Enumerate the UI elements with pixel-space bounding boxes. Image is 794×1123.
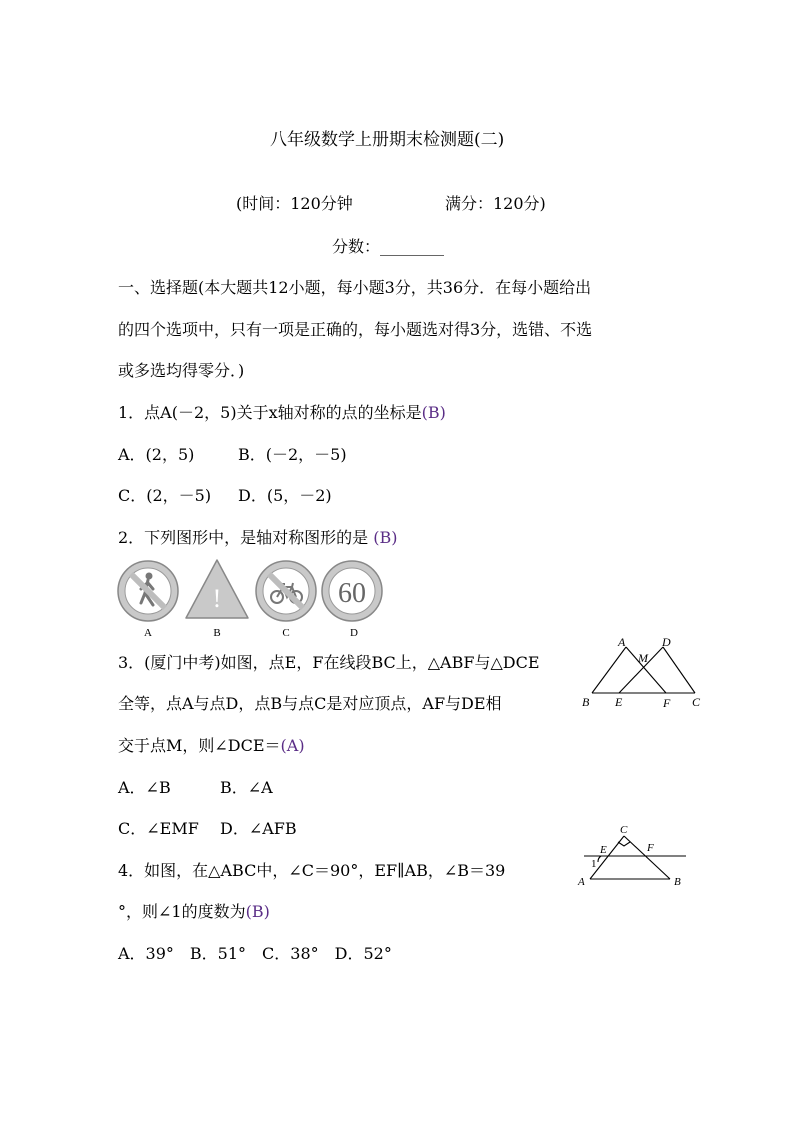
q3-option-a: A．∠B — [118, 778, 171, 797]
q4-line2 — [118, 902, 270, 922]
speed-limit-label: 60 — [338, 578, 366, 609]
q4-label-f: F — [647, 842, 654, 854]
speed-limit-sign-icon — [322, 561, 382, 621]
q4-label-one: 1 — [591, 858, 597, 870]
q1-option-c: C．(2，－5) — [118, 486, 212, 505]
q4-triangle-figure — [574, 820, 694, 890]
warning-sign-icon — [186, 560, 248, 618]
q1-stem — [118, 403, 446, 423]
q3-label-d: D — [662, 635, 671, 649]
q3-line3 — [118, 736, 305, 756]
full-score-info: 满分：120分) — [445, 194, 546, 213]
section-instruction-line1: 一、选择题(本大题共12小题，每小题3分，共36分．在每小题给出 — [118, 278, 592, 297]
score-line: 分数：________ — [332, 237, 445, 256]
q4-options: A．39° B．51° C．38° D．52° — [118, 944, 392, 963]
no-bicycle-sign-icon — [256, 561, 316, 621]
sign-label-c: C — [282, 627, 290, 639]
q3-label-c: C — [692, 695, 701, 709]
q2-stem — [118, 528, 398, 548]
no-pedestrian-sign-icon — [118, 561, 178, 621]
sign-label-a: A — [144, 627, 152, 639]
q4-answer: (B) — [245, 902, 270, 921]
q4-line1: 4．如图，在△ABC中，∠C＝90°，EF∥AB，∠B＝39 — [118, 861, 506, 880]
q3-option-d: D．∠AFB — [220, 819, 297, 838]
q2-signs-figure — [114, 558, 389, 642]
q1-option-d: D．(5，－2) — [238, 486, 332, 505]
q3-line1: 3．(厦门中考)如图，点E，F在线段BC上，△ABF与△DCE — [118, 653, 540, 672]
sign-label-b: B — [213, 627, 221, 639]
q3-label-f: F — [663, 696, 671, 710]
q2-stem-text: 2．下列图形中，是轴对称图形的是 — [118, 528, 369, 547]
q2-answer: (B) — [373, 528, 398, 547]
page-title: 八年级数学上册期末检测题(二) — [270, 130, 505, 150]
q3-line2: 全等，点A与点D，点B与点C是对应顶点，AF与DE相 — [118, 694, 502, 713]
q3-label-e: E — [615, 695, 623, 709]
q1-answer: (B) — [421, 403, 446, 422]
q4-line2-text: °，则∠1的度数为 — [118, 902, 246, 921]
q3-label-a: A — [618, 635, 626, 649]
time-info: (时间：120分钟 — [236, 194, 353, 213]
q3-option-b: B．∠A — [220, 778, 273, 797]
q3-answer: (A) — [280, 736, 305, 755]
q3-option-c: C．∠EMF — [118, 819, 199, 838]
q1-option-b: B．(－2，－5) — [238, 445, 347, 464]
q4-label-a: A — [578, 876, 585, 888]
q4-label-b: B — [674, 876, 681, 888]
q1-option-a: A．(2，5) — [118, 445, 195, 464]
q4-label-e: E — [600, 844, 607, 856]
sign-label-d: D — [350, 627, 358, 639]
q3-line3-text: 交于点M，则∠DCE＝ — [118, 736, 281, 755]
q3-label-m: M — [638, 651, 648, 665]
warning-exclaim-label: ! — [212, 584, 222, 613]
q4-label-c: C — [620, 824, 628, 836]
q3-triangles-figure — [578, 634, 708, 714]
section-instruction-line2: 的四个选项中，只有一项是正确的，每小题选对得3分，选错、不选 — [118, 320, 593, 339]
section-instruction-line3: 或多选均得零分．) — [118, 361, 245, 380]
q1-stem-text: 1．点A(－2，5)关于x轴对称的点的坐标是 — [118, 403, 422, 422]
q3-label-b: B — [582, 695, 590, 709]
